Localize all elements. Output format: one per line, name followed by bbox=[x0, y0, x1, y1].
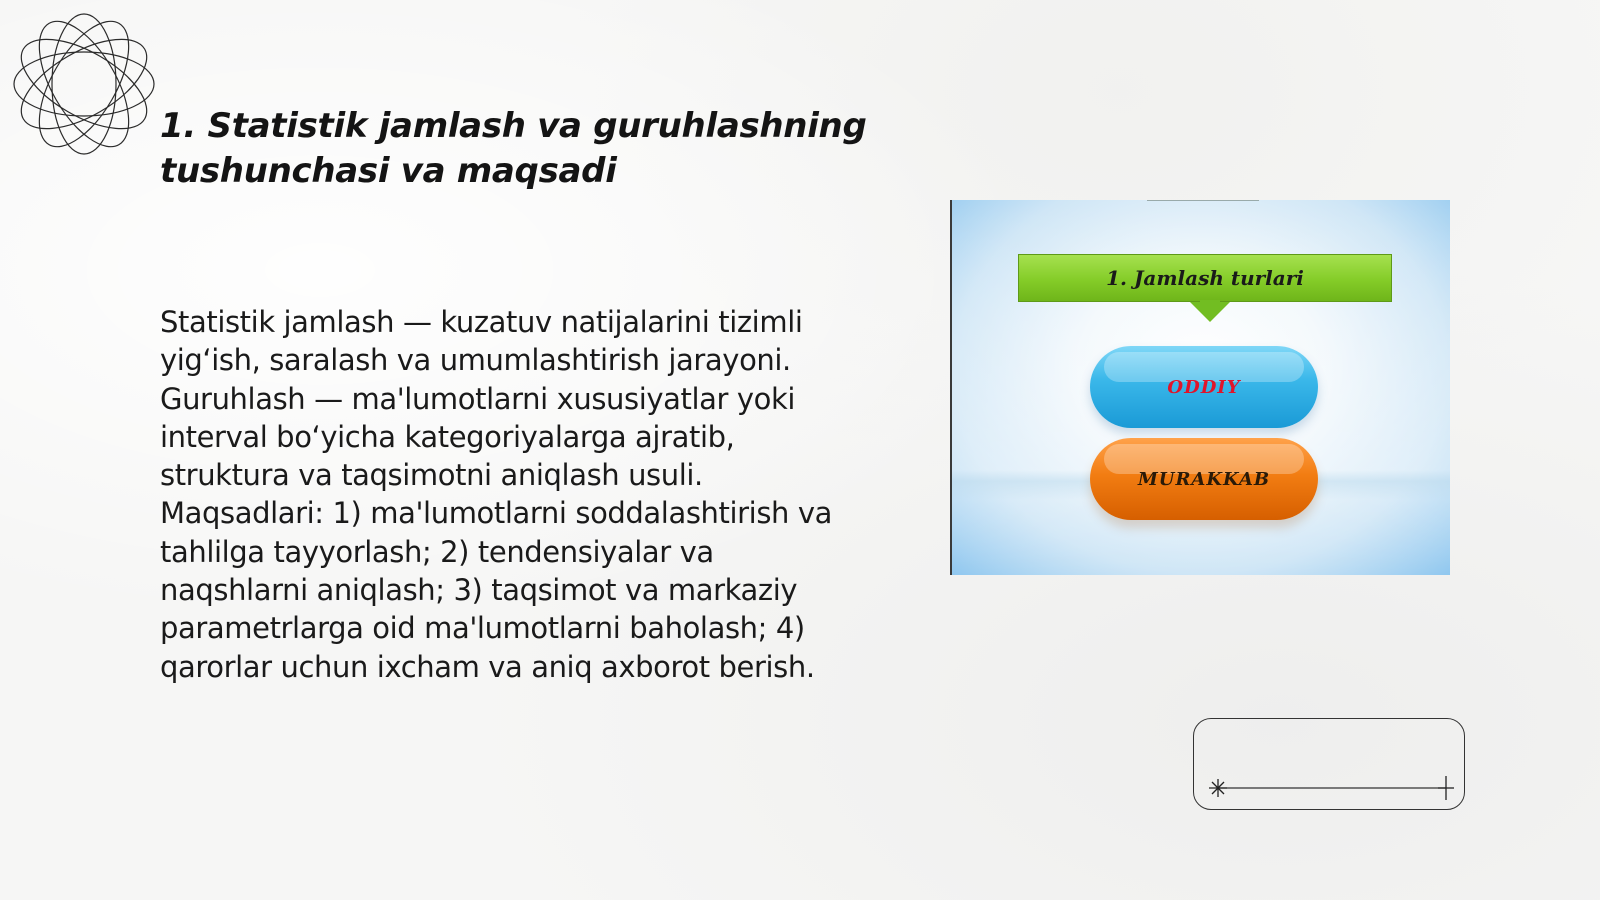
diagram-heading: 1. Jamlash turlari bbox=[1018, 254, 1392, 302]
decorative-slider-box bbox=[1193, 718, 1465, 810]
diagram-item-oddiy bbox=[1090, 346, 1318, 428]
diagram-item-label: MURAKKAB bbox=[1137, 468, 1271, 490]
diagram-item-label: ODDIY bbox=[1167, 376, 1241, 398]
sparkle-icon bbox=[1209, 779, 1227, 797]
circle-ornament-icon bbox=[10, 10, 158, 158]
slider-line bbox=[1194, 719, 1466, 811]
arrow-down-icon bbox=[1190, 302, 1230, 322]
image-top-line bbox=[1147, 200, 1259, 201]
diagram-image bbox=[950, 200, 1450, 575]
slide-body-text: Statistik jamlash — kuzatuv natijalarini tizimli yig‘ish, saralash va umumlashtirish jarayoni. Guruhlash — ma'lumotlarni xususiyatlar yoki interval bo‘yicha kategoriyalarga ajratib, struktura va taqsimotni aniqlash usuli. Maqsadlari: 1) ma'lumotlarni soddalashtirish va tahlilga tayyorlash; 2) tendensiyalar va naqshlarni aniqlash; 3) taqsimot va markaziy parametrlarga oid ma'lumotlarni baholash; 4) qarorlar uchun ixcham va aniq axborot berish. bbox=[160, 305, 832, 684]
diagram-item-murakkab bbox=[1090, 438, 1318, 520]
star-icon bbox=[1438, 776, 1454, 800]
slide-title: 1. Statistik jamlash va guruhlashning tushunchasi va maqsadi bbox=[160, 106, 867, 191]
